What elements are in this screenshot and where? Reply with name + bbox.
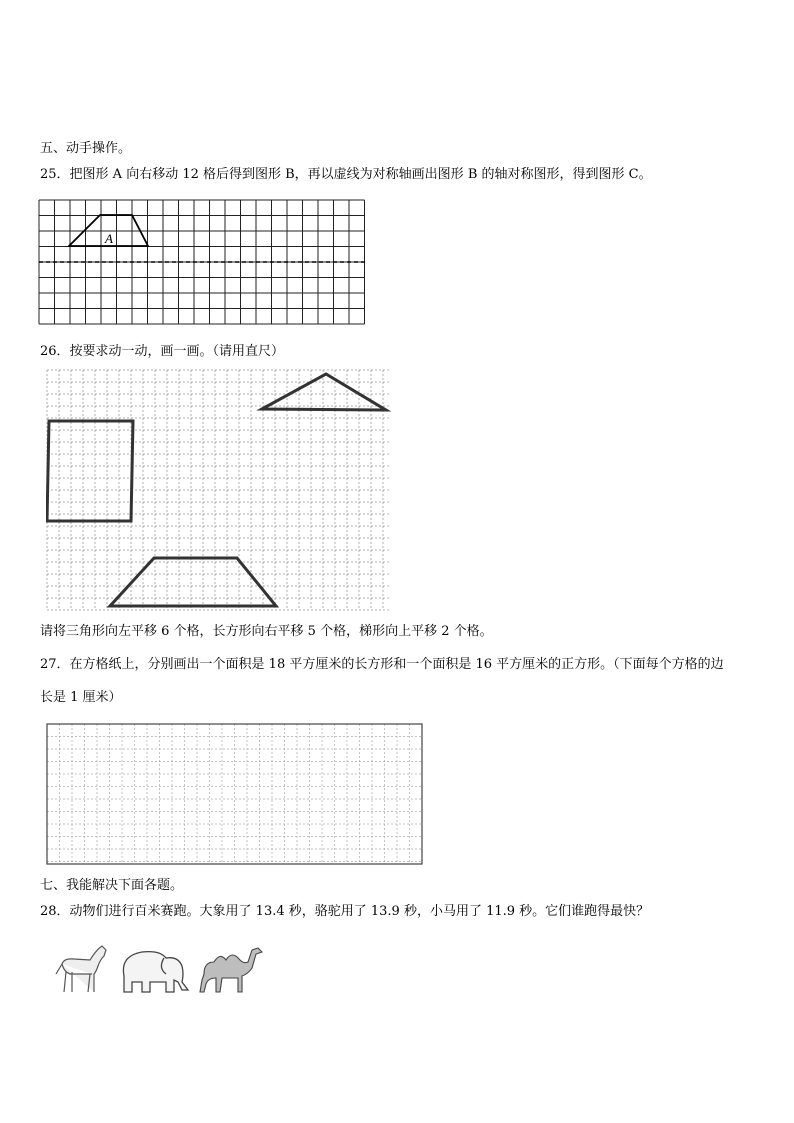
q26-text: 26．按要求动一动，画一画。（请用直尺）: [40, 344, 285, 359]
rectangle-shape: [47, 421, 133, 521]
q25-text: 25．把图形 A 向右移动 12 格后得到图形 B，再以虚线为对称轴画出图形 B 的轴对称图形，得到图形 C。: [40, 167, 652, 182]
animals-illustration: [54, 940, 264, 996]
q27-grid-figure: [46, 723, 424, 867]
q27-text-line1: 27．在方格纸上，分别画出一个面积是 18 平方厘米的长方形和一个面积是 16 平方厘米的正方形。（下面每个方格的边: [40, 657, 724, 672]
shape-a-label: A: [105, 231, 113, 246]
q26-instruction: 请将三角形向左平移 6 个格，长方形向右平移 5 个格，梯形向上平移 2 个格。: [40, 624, 493, 639]
q28-text: 28．动物们进行百米赛跑。大象用了 13.4 秒，骆驼用了 13.9 秒，小马用了 11.9 秒。它们谁跑得最快？: [40, 904, 650, 919]
horse-icon: [56, 946, 106, 992]
q26-grid-figure: [46, 368, 394, 614]
camel-icon: [200, 948, 262, 992]
elephant-icon: [123, 952, 188, 992]
section5-heading: 五、动手操作。: [40, 141, 132, 156]
q25-grid-figure: [38, 199, 368, 327]
triangle-shape: [262, 374, 386, 410]
section7-heading: 七、我能解决下面各题。: [40, 878, 184, 893]
q27-text-line2: 长是 1 厘米）: [40, 690, 122, 705]
